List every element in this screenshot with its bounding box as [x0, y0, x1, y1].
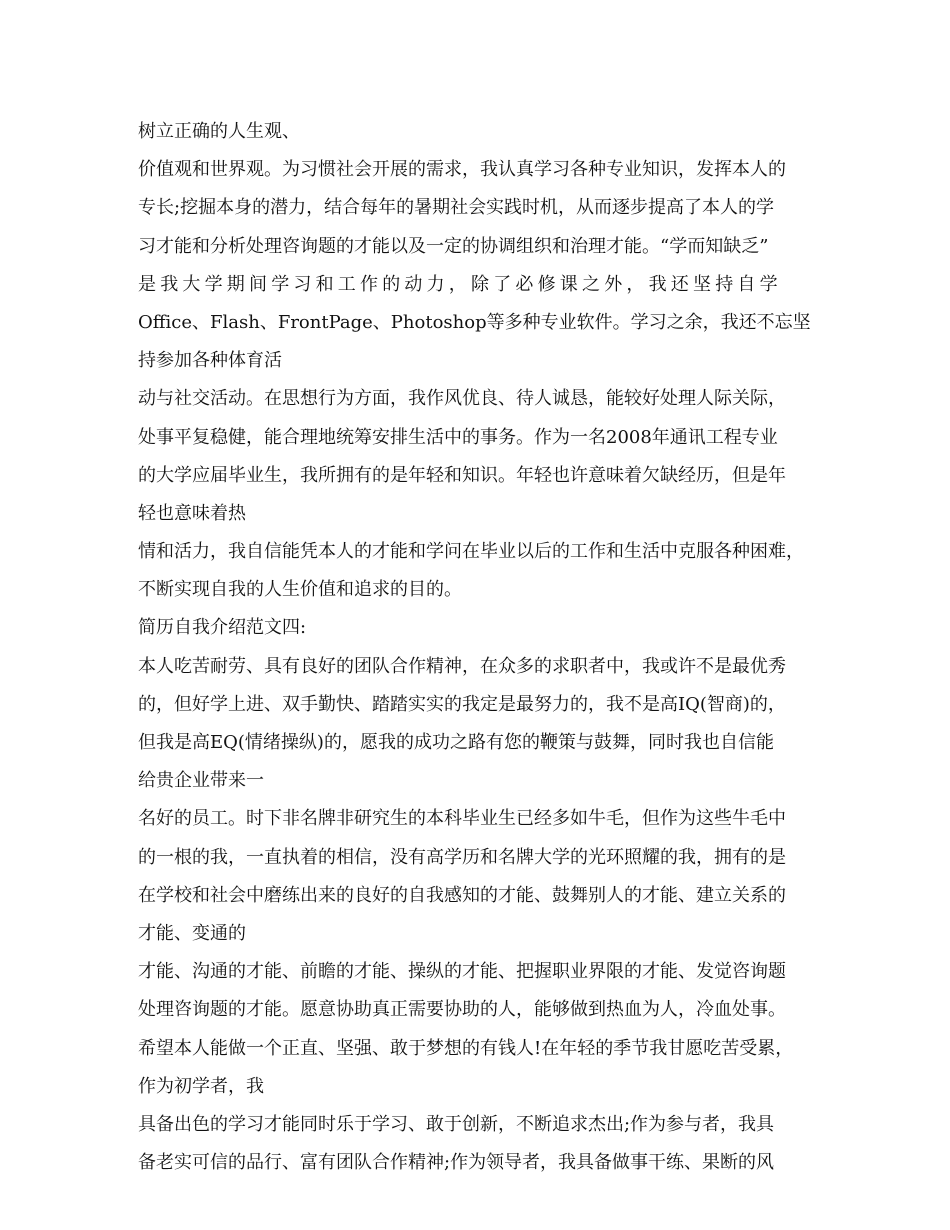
text-line: 树立正确的人生观、 — [138, 121, 300, 142]
text-line: 才能、变通的 — [138, 922, 246, 944]
text-line: 才能、沟通的才能、前瞻的才能、操纵的才能、把握职业界限的才能、发觉咨询题 — [138, 961, 786, 983]
document-body — [138, 113, 828, 1182]
text-line: 本人吃苦耐劳、具有良好的团队合作精神，在众多的求职者中，我或许不是最优秀 — [138, 655, 786, 677]
text-line: 习才能和分析处理咨询题的才能以及一定的协调组织和治理才能。“学而知缺乏” — [138, 235, 769, 257]
text-line: 处理咨询题的才能。愿意协助真正需要协助的人，能够做到热血为人，冷血处事。 — [138, 999, 786, 1021]
text-line: 动与社交活动。在思想行为方面，我作风优良、待人诚恳，能较好处理人际关际， — [138, 388, 786, 410]
text-line: 是我大学期间学习和工作的动力，除了必修课之外，我还坚持自学 — [138, 273, 782, 295]
text-line: 轻也意味着热 — [138, 502, 246, 524]
text-line: 备老实可信的品行、富有团队合作精神;作为领导者，我具备做事干练、果断的风 — [138, 1152, 775, 1174]
text-line: 情和活力，我自信能凭本人的才能和学问在毕业以后的工作和生活中克服各种困难， — [138, 541, 804, 563]
text-line: 具备出色的学习才能同时乐于学习、敢于创新，不断追求杰出;作为参与者，我具 — [138, 1113, 775, 1135]
text-line: 持参加各种体育活 — [138, 350, 282, 372]
text-line: 作为初学者，我 — [138, 1075, 264, 1097]
text-line: 专长;挖掘本身的潜力，结合每年的暑期社会实践时机，从而逐步提高了本人的学 — [138, 197, 775, 219]
text-line: Office、Flash、FrontPage、Photoshop等多种专业软件。学习之余，我还不忘坚 — [138, 311, 811, 333]
text-line: 在学校和社会中磨练出来的良好的自我感知的才能、鼓舞别人的才能、建立关系的 — [138, 884, 786, 906]
text-line: 给贵企业带来一 — [138, 770, 264, 792]
text-line: 处事平复稳健，能合理地统筹安排生活中的事务。作为一名2008年通讯工程专业 — [138, 426, 778, 448]
section-heading: 简历自我介绍范文四: — [138, 617, 307, 639]
text-line: 的，但好学上进、双手勤快、踏踏实实的我定是最努力的，我不是高IQ(智商)的， — [138, 693, 786, 715]
text-line: 希望本人能做一个正直、坚强、敢于梦想的有钱人!在年轻的季节我甘愿吃苦受累， — [138, 1037, 794, 1059]
text-line: 价值观和世界观。为习惯社会开展的需求，我认真学习各种专业知识，发挥本人的 — [138, 159, 786, 181]
text-line: 名好的员工。时下非名牌非研究生的本科毕业生已经多如牛毛，但作为这些牛毛中 — [138, 808, 786, 830]
text-line: 但我是高EQ(情绪操纵)的，愿我的成功之路有您的鞭策与鼓舞，同时我也自信能 — [138, 732, 774, 753]
text-line: 不断实现自我的人生价值和追求的目的。 — [138, 579, 462, 601]
text-line: 的大学应届毕业生，我所拥有的是年轻和知识。年轻也许意味着欠缺经历，但是年 — [138, 464, 786, 486]
text-line: 的一根的我，一直执着的相信，没有高学历和名牌大学的光环照耀的我，拥有的是 — [138, 846, 786, 868]
